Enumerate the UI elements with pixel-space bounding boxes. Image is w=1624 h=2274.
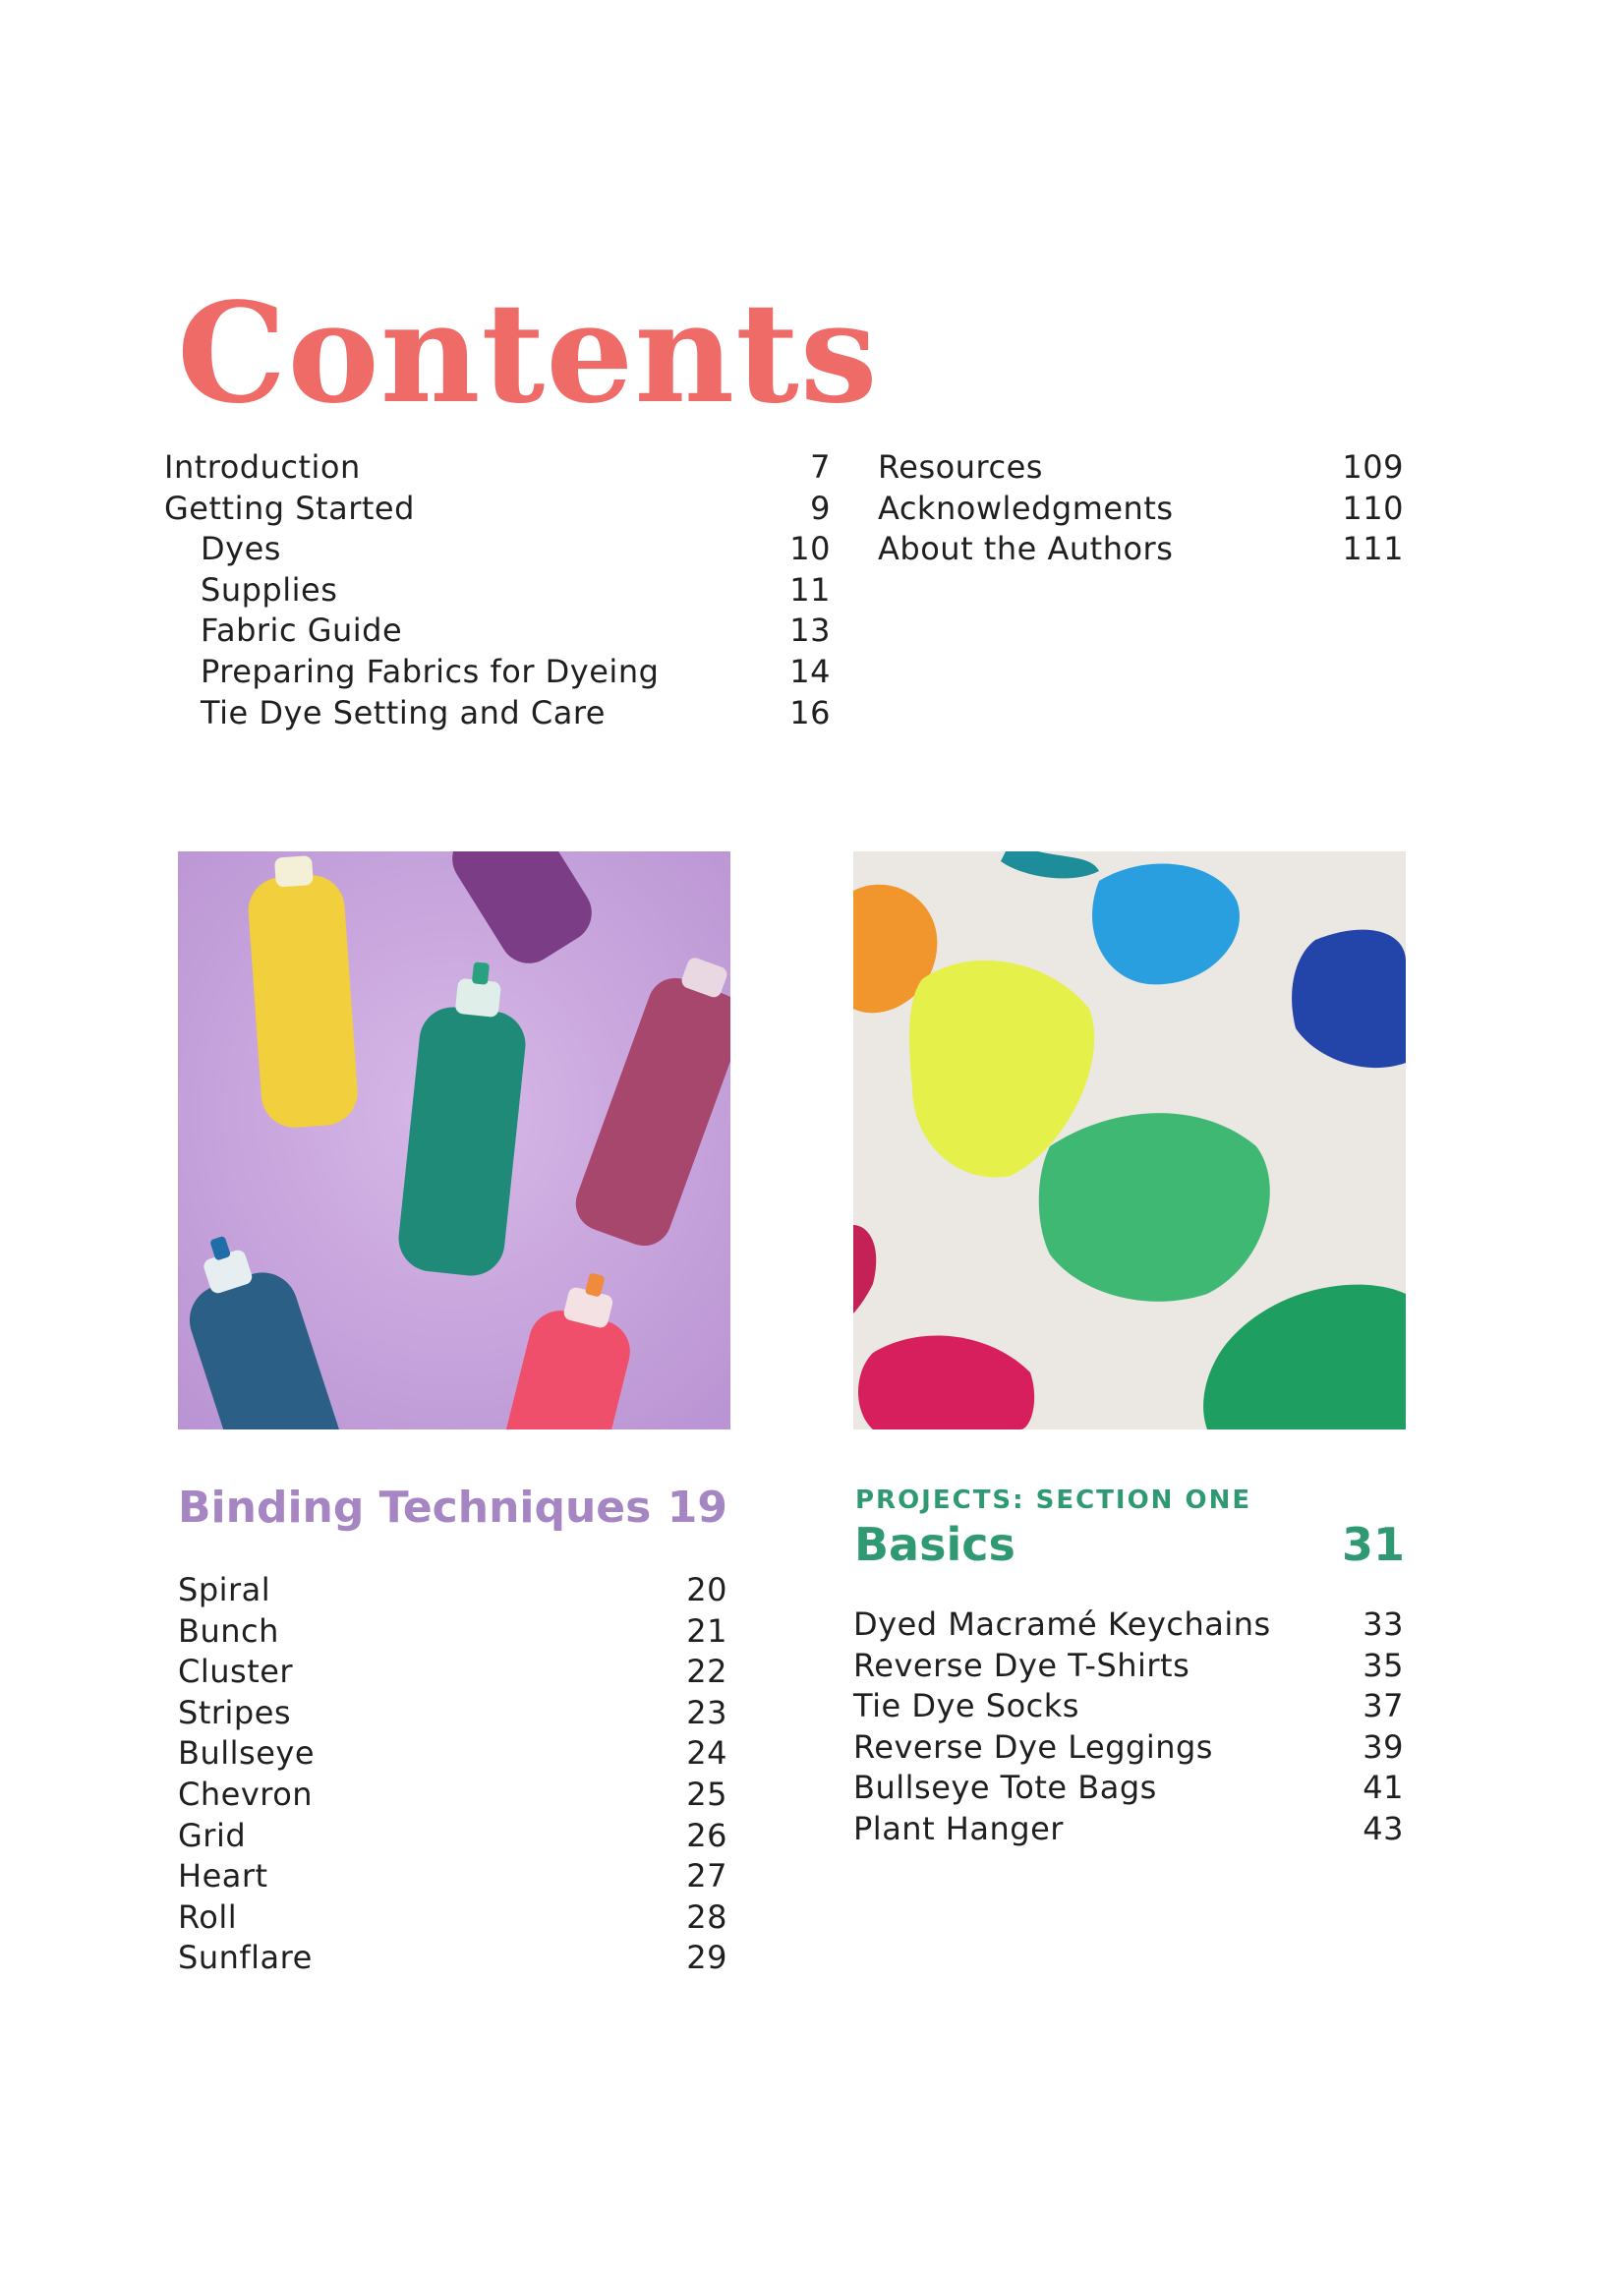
toc-entry-label: Introduction [164,448,361,486]
section-title: Basics [854,1518,1015,1571]
toc-entry[interactable] [178,1897,727,1939]
toc-entry-label: Heart [178,1857,268,1895]
section-kicker: PROJECTS: SECTION ONE [855,1486,1252,1515]
toc-entry-label: Reverse Dye T-Shirts [853,1646,1190,1684]
toc-entry-label: Stripes [178,1693,292,1731]
dye-bottles-photo [178,851,730,1429]
toc-entry[interactable] [853,1686,1404,1727]
toc-entry-label: Chevron [178,1775,314,1813]
basics-heading[interactable] [854,1518,1405,1571]
toc-front-matter [164,447,831,733]
toc-entry-label: Roll [178,1897,238,1936]
toc-entry[interactable] [878,529,1404,570]
toc-entry[interactable] [178,1611,727,1653]
toc-binding-techniques [178,1570,727,1979]
toc-entry-page: 110 [1342,489,1404,527]
toc-entry-page: 111 [1342,530,1404,568]
toc-entry[interactable] [178,1693,727,1734]
toc-entry-page: 29 [686,1939,727,1977]
toc-entry-page: 109 [1342,448,1404,486]
toc-entry-label: Getting Started [164,489,415,527]
toc-entry-page: 13 [789,612,831,650]
toc-entry-page: 21 [686,1611,727,1650]
toc-entry-label: Plant Hanger [853,1809,1064,1847]
toc-entry-label: Bunch [178,1611,279,1650]
toc-entry-page: 25 [686,1775,727,1813]
toc-entry-label: Supplies [201,570,338,609]
toc-entry-page: 39 [1363,1727,1404,1766]
section-page: 31 [1341,1518,1405,1571]
section-title: Binding Techniques [178,1483,652,1533]
toc-subentry[interactable] [164,611,831,652]
toc-back-matter [878,447,1404,570]
toc-entry-label: Reverse Dye Leggings [853,1727,1213,1766]
toc-entry-label: Dyed Macramé Keychains [853,1605,1271,1643]
toc-entry-label: Acknowledgments [878,489,1174,527]
toc-entry-label: Sunflare [178,1939,313,1977]
toc-entry[interactable] [853,1727,1404,1769]
toc-entry-page: 10 [789,530,831,568]
toc-entry-page: 27 [686,1857,727,1895]
toc-entry-page: 7 [810,448,831,486]
toc-entry[interactable] [878,489,1404,530]
toc-entry-page: 35 [1363,1646,1404,1684]
toc-entry[interactable] [853,1809,1404,1850]
page-title: Contents [177,273,879,435]
toc-entry-page: 20 [686,1571,727,1608]
toc-basics-projects [853,1604,1404,1850]
toc-entry[interactable] [178,1816,727,1857]
toc-entry-label: Spiral [178,1571,271,1608]
toc-entry[interactable] [853,1768,1404,1809]
toc-entry-page: 9 [810,489,831,527]
toc-entry-page: 24 [686,1734,727,1773]
toc-entry-label: Grid [178,1816,247,1854]
dye-bottles-illustration [178,851,730,1429]
section-page: 19 [667,1483,727,1533]
toc-entry[interactable] [178,1856,727,1897]
toc-entry-label: Cluster [178,1653,294,1691]
toc-entry-page: 23 [686,1693,727,1731]
toc-entry[interactable] [853,1646,1404,1687]
toc-entry-label: Preparing Fabrics for Dyeing [201,652,660,690]
toc-entry-label: Resources [878,448,1043,486]
toc-entry-label: Bullseye Tote Bags [853,1769,1157,1807]
green-fabric [1039,1113,1270,1302]
toc-entry-page: 14 [789,652,831,690]
dyed-fabric-illustration [853,851,1406,1429]
toc-entry-page: 28 [686,1897,727,1936]
toc-entry-page: 37 [1363,1687,1404,1725]
toc-entry[interactable] [178,1733,727,1775]
toc-subentry[interactable] [164,652,831,693]
toc-entry-label: Fabric Guide [201,612,403,650]
toc-entry-page: 43 [1363,1809,1404,1847]
toc-entry[interactable] [178,1570,727,1611]
toc-subentry[interactable] [164,693,831,734]
toc-entry-label: Bullseye [178,1734,315,1773]
toc-entry[interactable] [853,1604,1404,1646]
toc-entry-page: 33 [1363,1605,1404,1643]
dyed-fabric-photo [853,851,1406,1429]
toc-entry-label: Tie Dye Setting and Care [201,693,606,731]
toc-entry-page: 16 [789,693,831,731]
toc-subentry[interactable] [164,529,831,570]
toc-entry[interactable] [878,447,1404,489]
toc-entry[interactable] [178,1938,727,1979]
toc-entry-page: 26 [686,1816,727,1854]
toc-entry-page: 22 [686,1653,727,1691]
toc-entry-label: Dyes [201,530,281,568]
binding-techniques-heading[interactable] [178,1483,727,1533]
toc-entry[interactable] [178,1652,727,1693]
toc-entry-page: 11 [789,570,831,609]
toc-entry-label: Tie Dye Socks [853,1687,1079,1725]
toc-subentry[interactable] [164,570,831,612]
toc-entry[interactable] [164,447,831,489]
toc-entry-page: 41 [1363,1769,1404,1807]
toc-entry-label: About the Authors [878,530,1174,568]
toc-entry[interactable] [178,1775,727,1816]
toc-entry[interactable] [164,489,831,530]
